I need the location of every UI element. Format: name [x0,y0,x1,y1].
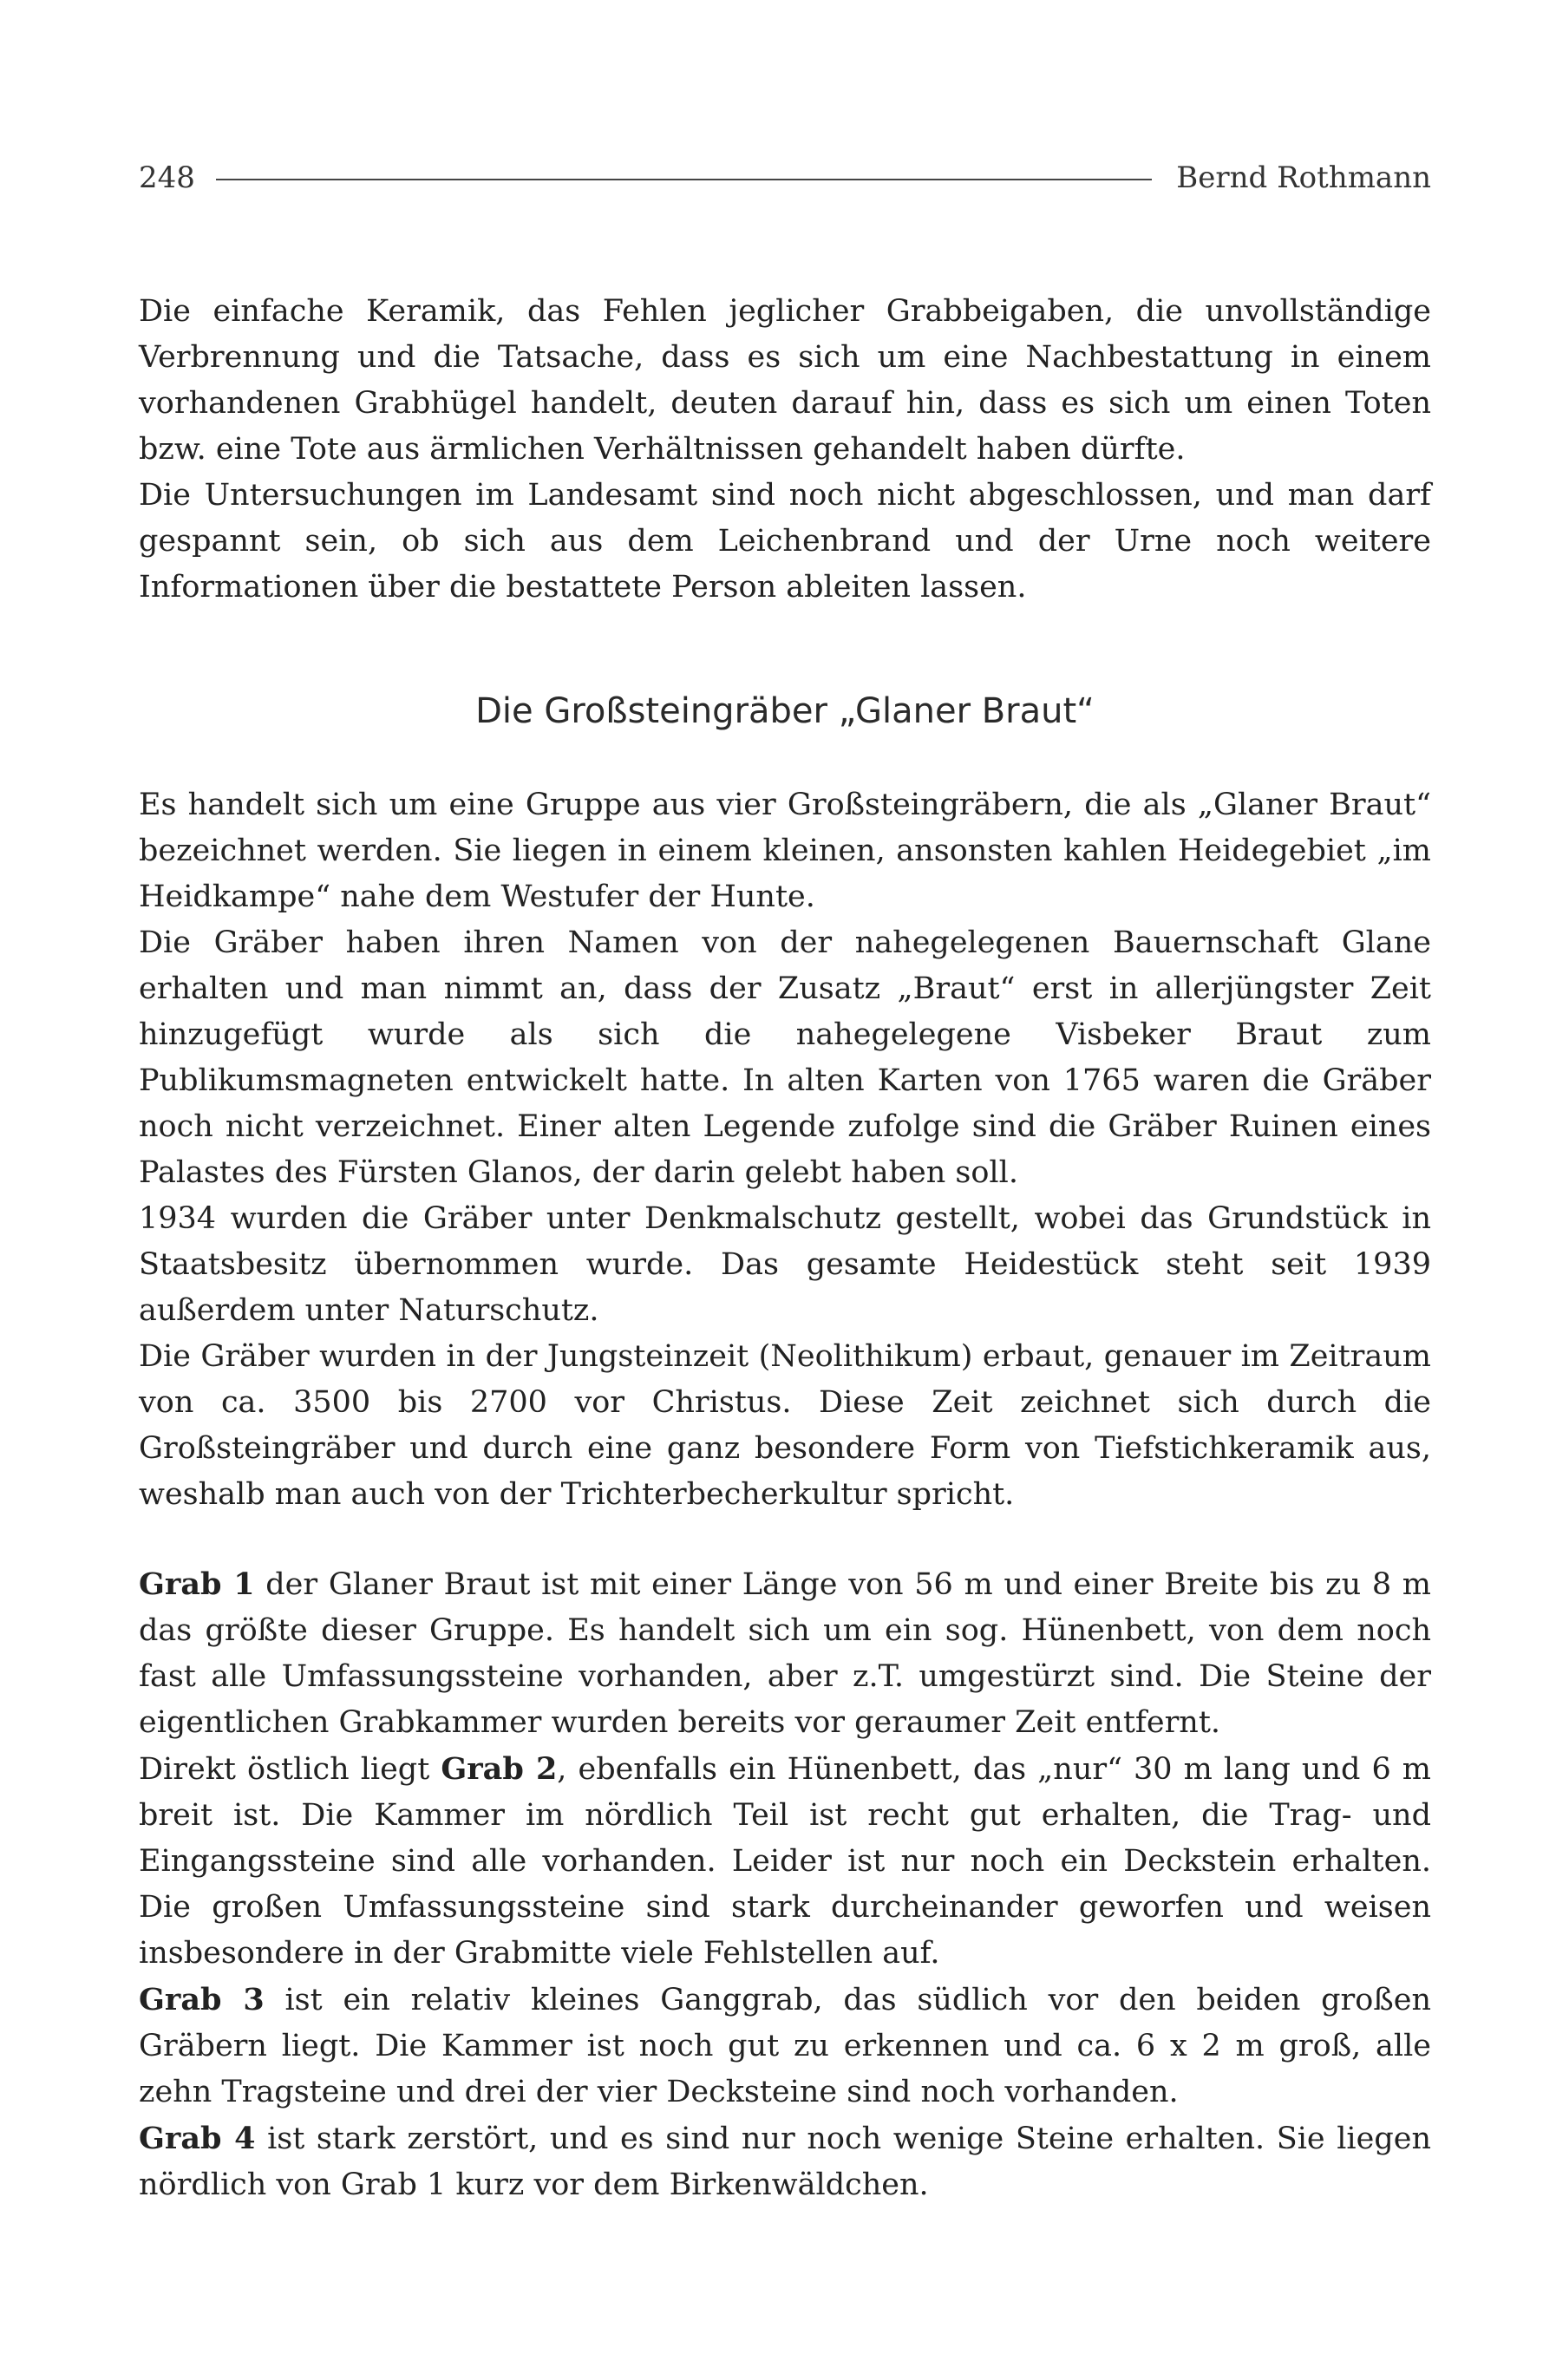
section-paragraph-4: Die Gräber wurden in der Jungsteinzeit (Neolithikum) erbaut, genauer im Zeitraum von ca. 3500 bis 2700 vor Christus. Diese Zeit zeichnet sich durch die Großsteingräber und durch eine ganz besondere Form von Tiefstichkeramik aus, weshalb man auch von der Trichterbecherkultur spricht. [139,1339,1431,1512]
spacer [139,737,1431,782]
spacer [139,1518,1431,1561]
author-name: Bernd Rothmann [1176,160,1431,195]
grab-2-text: , ebenfalls ein Hünenbett, das „nur“ 30 m lang und 6 m breit ist. Die Kammer im nördlich Teil ist recht gut erhalten, die Trag- und Eingangssteine sind alle vorhanden. Leider ist nur noch ein Deckstein erhalten. Die großen Umfassungssteine sind stark durcheinander geworfen und weisen insbesondere in der Grabmitte viele Fehlstellen auf. [139,1752,1431,1971]
intro-paragraph-2: Die Untersuchungen im Landesamt sind noch nicht abgeschlossen, und man darf gespannt sein, ob sich aus dem Leichenbrand und der Urne noch weitere Informationen über die bestattete Person ableiten lassen. [139,478,1431,605]
grab-2-label: Grab 2 [441,1751,558,1787]
intro-paragraph-1: Die einfache Keramik, das Fehlen jeglicher Grabbeigaben, die unvollständige Verbrennung und die Tatsache, dass es sich um eine Nachbestattung in einem vorhandenen Grabhügel handelt, deuten darauf hin, dass es sich um einen Toten bzw. eine Tote aus ärmlichen Verhältnissen gehandelt haben dürfte. [139,294,1431,467]
header-rule [216,179,1152,180]
section-paragraph-1: Es handelt sich um eine Gruppe aus vier Großsteingräbern, die als „Glaner Braut“ bezeichnet werden. Sie liegen in einem kleinen, ansonsten kahlen Heidegebiet „im Heidkampe“ nahe dem Westufer der Hunte. [139,788,1431,914]
grab-4-label: Grab 4 [139,2121,256,2156]
grab-4-text: ist stark zerstört, und es sind nur noch wenige Steine erhalten. Sie liegen nördlich von Grab 1 kurz vor dem Birkenwäldchen. [139,2122,1431,2202]
section-paragraph-3: 1934 wurden die Gräber unter Denkmalschutz gestellt, wobei das Grundstück in Staatsbesitz übernommen wurde. Das gesamte Heidestück steht seit 1939 außerdem unter Naturschutz. [139,1201,1431,1328]
running-header [139,152,1431,204]
grab-1-paragraph [139,1561,1431,1746]
grab-1-text: der Glaner Braut ist mit einer Länge von 56 m und einer Breite bis zu 8 m das größte dieser Gruppe. Es handelt sich um ein sog. Hünenbett, von dem noch fast alle Umfassungssteine vorhanden, aber z.T. umgestürzt sind. Die Steine der eigentlichen Grabkammer wurden bereits vor geraumer Zeit entfernt. [139,1567,1431,1740]
spacer [139,611,1431,685]
grab-1-label: Grab 1 [139,1566,255,1602]
page-body [139,289,1431,2208]
grab-2-paragraph [139,1746,1431,1977]
section-heading: Die Großsteingräber „Glaner Braut“ [475,691,1095,731]
document-page [139,152,1431,2208]
grab-3-text: ist ein relativ kleines Ganggrab, das südlich vor den beiden großen Gräbern liegt. Die Kammer ist noch gut zu erkennen und ca. 6 x 2 m groß, alle zehn Tragsteine und drei der vier Decksteine sind noch vorhanden. [139,1983,1431,2109]
grab-3-paragraph [139,1977,1431,2115]
grab-2-intro: Direkt östlich liegt [139,1752,441,1787]
grab-3-label: Grab 3 [139,1982,265,2017]
section-paragraph-2: Die Gräber haben ihren Namen von der nahegelegenen Bauernschaft Glane erhalten und man nimmt an, dass der Zusatz „Braut“ erst in allerjüngster Zeit hinzugefügt wurde als sich die nahegelegene Visbeker Braut zum Publikumsmagneten entwickelt hatte. In alten Karten von 1765 waren die Gräber noch nicht verzeichnet. Einer alten Legende zufolge sind die Gräber Ruinen eines Palastes des Fürsten Glanos, der darin gelebt haben soll. [139,925,1431,1190]
grab-4-paragraph [139,2115,1431,2208]
page-number: 248 [139,160,195,195]
